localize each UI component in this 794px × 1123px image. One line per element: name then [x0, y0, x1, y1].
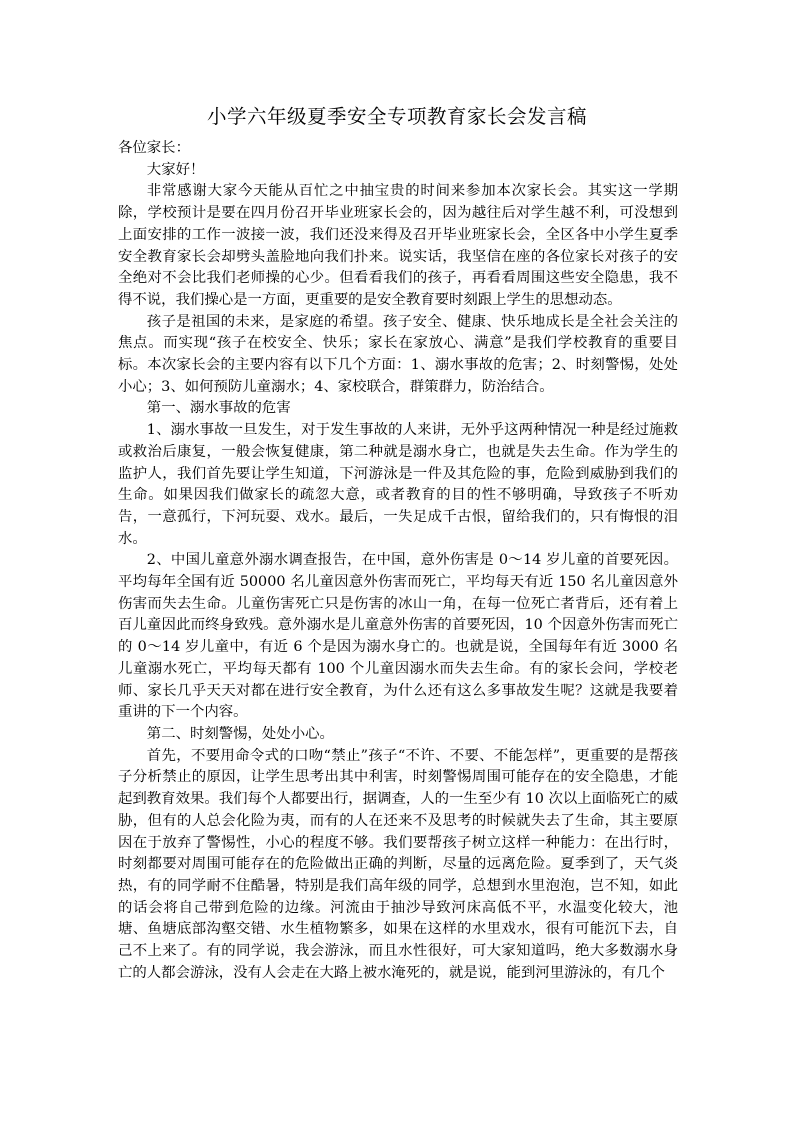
paragraph: 第一、溺水事故的危害	[146, 400, 291, 417]
paragraph: 1、溺水事故一旦发生，对于发生事故的人来讲，无外乎这两种情况一种是经过施救或救治后康复，一般会恢复健康，第二种就是溺水身亡，也就是失去生命。作为学生的监护人，我们首先要让学生知道，下河游泳是一件及其危险的事，危险到威胁到我们的生命。如果因我们做家长的疏忽大意，或者教育的目的性不够明确，导致孩子不听劝告，一意孤行，下河玩耍、戏水。最后，一失足成千古恨，留给我们的，只有悔恨的泪水。	[118, 422, 678, 547]
paragraph: 大家好！	[146, 161, 205, 178]
paragraph: 孩子是祖国的未来，是家庭的希望。孩子安全、健康、快乐地成长是全社会关注的焦点。而实现“孩子在校安全、快乐；家长在家放心、满意”是我们学校教育的重要目标。本次家长会的主要内容有以下几个方面：1、溺水事故的危害；2、时刻警惕，处处小心；3、如何预防儿童溺水；4、家校联合，群策群力，防治结合。	[118, 313, 678, 395]
document-title: 小学六年级夏季安全专项教育家长会发言稿	[206, 105, 587, 128]
paragraph: 各位家长：	[118, 140, 190, 156]
document-body	[118, 138, 678, 984]
paragraph: 非常感谢大家今天能从百忙之中抽宝贵的时间来参加本次家长会。其实这一学期除，学校预计是要在四月份召开毕业班家长会的，因为越往后对学生越不利，可没想到上面安排的工作一波接一波，我们还没来得及召开毕业班家长会，全区各中小学生夏季安全教育家长会却劈头盖脸地向我们扑来。说实话，我坚信在座的各位家长对孩子的安全绝对不会比我们老师操的心少。但看看我们的孩子，再看看周围这些安全隐患，我不得不说，我们操心是一方面，更重要的是安全教育要时刻跟上学生的思想动态。	[118, 183, 678, 308]
paragraph: 2、中国儿童意外溺水调查报告，在中国，意外伤害是 0～14 岁儿童的首要死因。平均每年全国有近 50000 名儿童因意外伤害而死亡，平均每天有近 150 名儿童因意外伤害而失去生命。儿童伤害死亡只是伤害的冰山一角，在每一位死亡者背后，还有着上百儿童因此而终身致残。意外溺水是儿童意外伤害的首要死因，10 个因意外伤害而死亡的 0～14 岁儿童中，有近 6 个是因为溺水身亡的。也就是说，全国每年有近 3000 名儿童溺水死亡，平均每天都有 100 个儿童因溺水而失去生命。有的家长会问，学校老师、家长几乎天天对都在进行安全教育，为什么还有这么多事故发生呢？这就是我要着重讲的下一个内容。	[118, 552, 678, 721]
paragraph: 首先，不要用命令式的口吻“禁止”孩子“不许、不要、不能怎样”，更重要的是帮孩子分析禁止的原因，让学生思考出其中利害，时刻警惕周围可能存在的安全隐患，才能起到教育效果。我们每个人都要出行，据调查，人的一生至少有 10 次以上面临死亡的威胁，但有的人总会化险为夷，而有的人在还来不及思考的时候就失去了生命，其主要原因在于放弃了警惕性，小心的程度不够。我们要帮孩子树立这样一种能力：在出行时，时刻都要对周围可能存在的危险做出正确的判断，尽量的远离危险。夏季到了，天气炎热，有的同学耐不住酷暑，特别是我们高年级的同学，总想到水里泡泡，岂不知，如此的话会将自己带到危险的边缘。河流由于抽沙导致河床高低不平，水温变化较大，池塘、鱼塘底部沟壑交错、水生植物繁多，如果在这样的水里戏水，很有可能沉下去，自己不上来了。有的同学说，我会游泳，而且水性很好，可大家知道吗，绝大多数溺水身亡的人都会游泳，没有人会走在大路上被水淹死的，就是说，能到河里游泳的，有几个	[118, 747, 678, 981]
paragraph: 第二、时刻警惕，处处小心。	[146, 725, 334, 742]
